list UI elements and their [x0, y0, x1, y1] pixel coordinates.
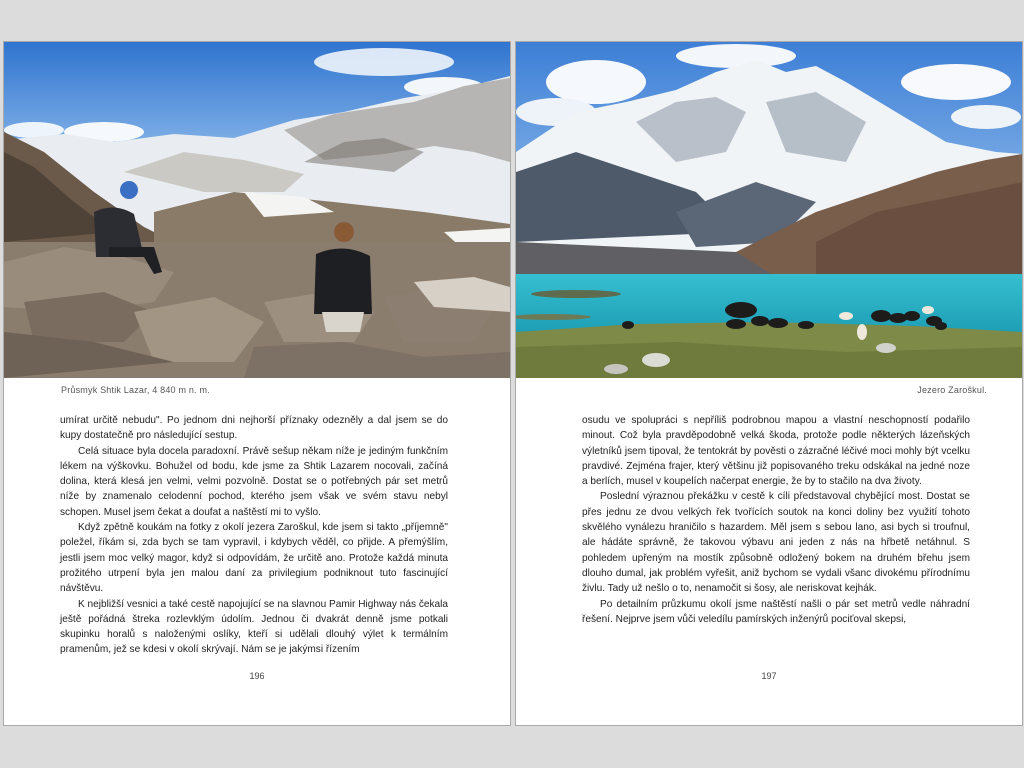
- left-page: [3, 41, 511, 726]
- paragraph: osudu ve spolupráci s nepříliš podrobnou mapou a vlastní neschopností podařilo minout. Což byla pravděpodobně velká škoda, protože podle některých lázeňských výletníků jsem tipoval, že tentokrát by pověsti o zázračné léčivé moci mohly být vcelku pravdivé. Zejména frajer, který většinu již popisovaného treku odskákal na jedné noze a berlích, musel v koupelích načerpat energie, že by to stačilo na dva životy.: [582, 415, 970, 488]
- body-text: [582, 413, 970, 627]
- page-number: 196: [249, 671, 265, 681]
- photo-shtik-lazar-pass: [4, 42, 510, 378]
- photo-caption: Průsmyk Shtik Lazar, 4 840 m n. m.: [61, 385, 210, 395]
- right-page: [515, 41, 1023, 726]
- body-text: [60, 413, 448, 658]
- paragraph: K nejbližší vesnici a také cestě napojující se na slavnou Pamir Highway nás čekala ještě pořádná štreka rozlevklým údolím. Jednou či dvakrát denně jsme potkali skupinku horalů s naloženými oslíky, kteří si udělali dlouhý výlet k termálním pramenům, jež se kdesi v okolí skrývají. Nám se je jakýmsi řízením: [60, 598, 448, 656]
- mountain-pass-illustration: [4, 42, 510, 378]
- photo-caption: Jezero Zaroškul.: [917, 385, 987, 395]
- paragraph: umírat určitě nebudu". Po jednom dni nejhorší příznaky odezněly a dal jsem se do kupy dostatečně pro následující sestup.: [60, 415, 448, 442]
- photo-lake-zaroskul: [516, 42, 1022, 378]
- lake-illustration: [516, 42, 1022, 378]
- paragraph: Celá situace byla docela paradoxní. Právě sešup někam níže je jediným funkčním lékem na výškovku. Bohužel od bodu, kde jsme za Shtik Lazarem nocovali, začíná dolina, která klesá jen velmi, velmi pozvolně. Dostat se o potřebných pár set metrů níže by znamenalo celodenní pochod, kterého jsem však ve svém stavu nebyl schopen. Musel jsem čekat a doufat a naštěstí mi to vyšlo.: [60, 445, 448, 518]
- paragraph: Když zpětně koukám na fotky z okolí jezera Zaroškul, kde jsem si takto „příjemně" poležel, říkám si, zda bych se tam vypravil, i kdybych věděl, co přijde. A přemýšlím, jestli jsem moc velký magor, když si odpovídám, že určitě ano. Protože každá minuta prožitého utrpení byla jen malou daní za privilegium podniknout tuto fascinující návštěvu.: [60, 522, 448, 595]
- paragraph: Po detailním průzkumu okolí jsme naštěstí našli o pár set metrů vedle náhradní řešení. Nejprve jsem vůči veledílu pamírských inženýrů pociťoval skepsi,: [582, 598, 970, 625]
- paragraph: Poslední výraznou překážku v cestě k cíli představoval chybějící most. Dostat se přes jednu ze dvou velkých řek tvořících soutok na konci doliny bez využití tohoto skvělého vynálezu hraničilo s hazardem. Měl jsem s sebou lano, asi bych si troufnul, ale hádáte správně, že takovou výbavu ani jeden z nás na hřbetě netáhnul. S pohledem upřeným na mostík způsobně odložený bokem na druhém břehu jsem dlouho dumal, jak problém vyřešit, aniž bychom se vydali všanc divokému přírodnímu živlu. Tady už nešlo o to, nenamočit si šosy, ale neriskovat kejhák.: [582, 491, 970, 595]
- page-number: 197: [761, 671, 777, 681]
